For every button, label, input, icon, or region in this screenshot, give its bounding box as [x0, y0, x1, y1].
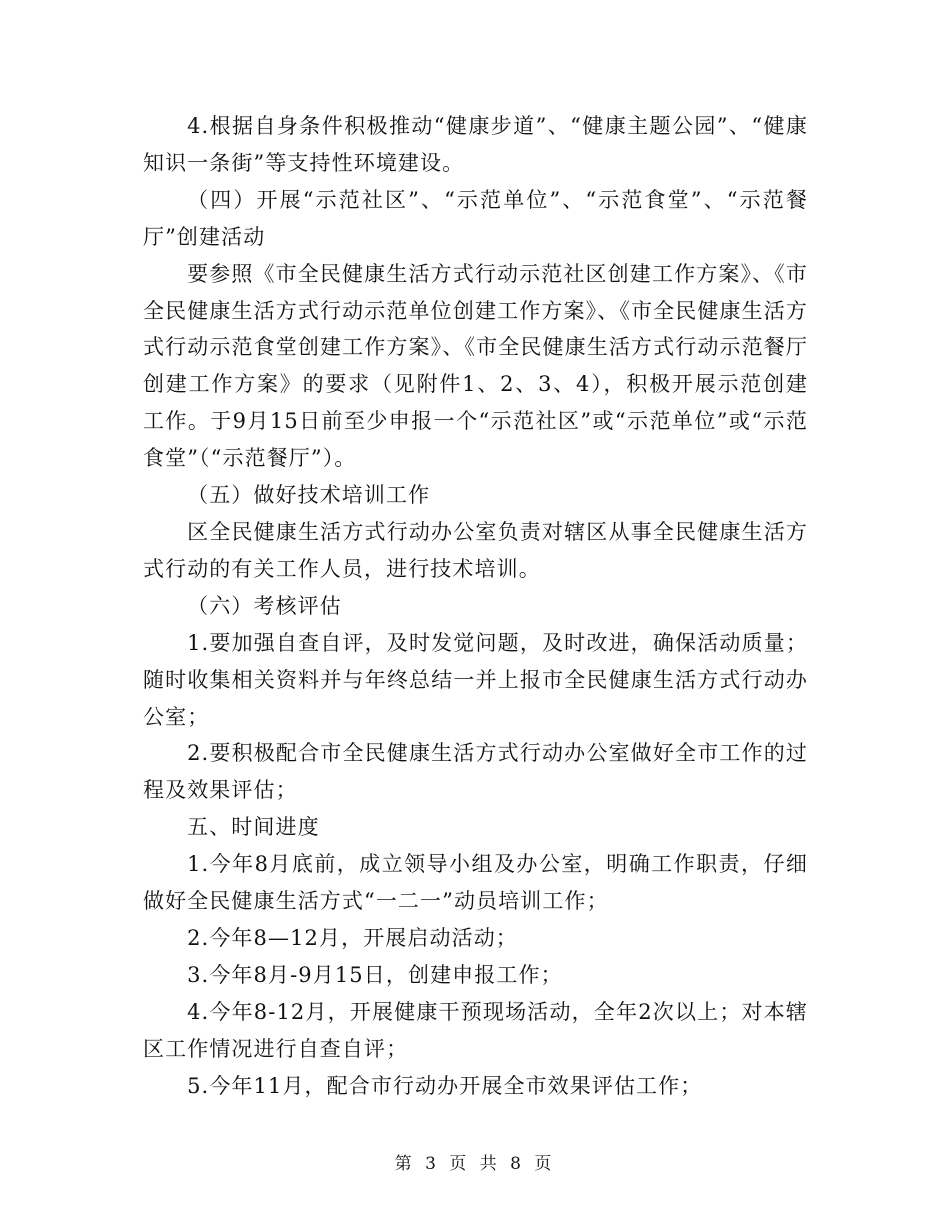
paragraph-self-assessment: 1.要加强自查自评，及时发觉问题，及时改进，确保活动质量；随时收集相关资料并与年终总结一并上报市全民健康生活方式行动办公室；	[143, 630, 808, 729]
heading-section-4: （四）开展“示范社区”、“示范单位”、“示范食堂”、“示范餐厅”创建活动	[143, 187, 808, 249]
page-number-footer: 第 3 页 共 8 页	[394, 1154, 556, 1174]
paragraph-demo-creation: 要参照《市全民健康生活方式行动示范社区创建工作方案》、《市全民健康生活方式行动示范单位创建工作方案》、《市全民健康生活方式行动示范食堂创建工作方案》、《市全民健康生活方式行动示范餐厅创建工作方案》的要求（见附件1、2、3、4），积极开展示范创建工作。于9月15日前至少申报一个“示范社区”或“示范单位”或“示范食堂”（“示范餐厅”）。	[143, 261, 808, 471]
schedule-item-1: 1.今年8月底前，成立领导小组及办公室，明确工作职责，仔细做好全民健康生活方式“一二一”动员培训工作；	[143, 852, 808, 914]
document-body	[143, 108, 808, 1104]
schedule-item-5: 5.今年11月，配合市行动办开展全市效果评估工作；	[187, 1073, 703, 1098]
schedule-item-3: 3.今年8月-9月15日，创建申报工作；	[187, 962, 563, 987]
heading-section-6: （六）考核评估	[187, 593, 342, 618]
schedule-item-2: 2.今年8—12月，开展启动活动；	[187, 925, 518, 950]
paragraph-technical-training: 区全民健康生活方式行动办公室负责对辖区从事全民健康生活方式行动的有关工作人员，进行技术培训。	[143, 519, 808, 581]
heading-section-5: （五）做好技术培训工作	[187, 483, 431, 508]
heading-schedule: 五、时间进度	[187, 815, 320, 840]
paragraph-4-supportive-environment: 4.根据自身条件积极推动“健康步道”、“健康主题公园”、“健康知识一条街”等支持性环境建设。	[143, 114, 808, 175]
paragraph-cooperate-evaluation: 2.要积极配合市全民健康生活方式行动办公室做好全市工作的过程及效果评估；	[143, 741, 808, 803]
schedule-item-4: 4.今年8-12月，开展健康干预现场活动，全年2次以上；对本辖区工作情况进行自查自评；	[143, 999, 808, 1061]
